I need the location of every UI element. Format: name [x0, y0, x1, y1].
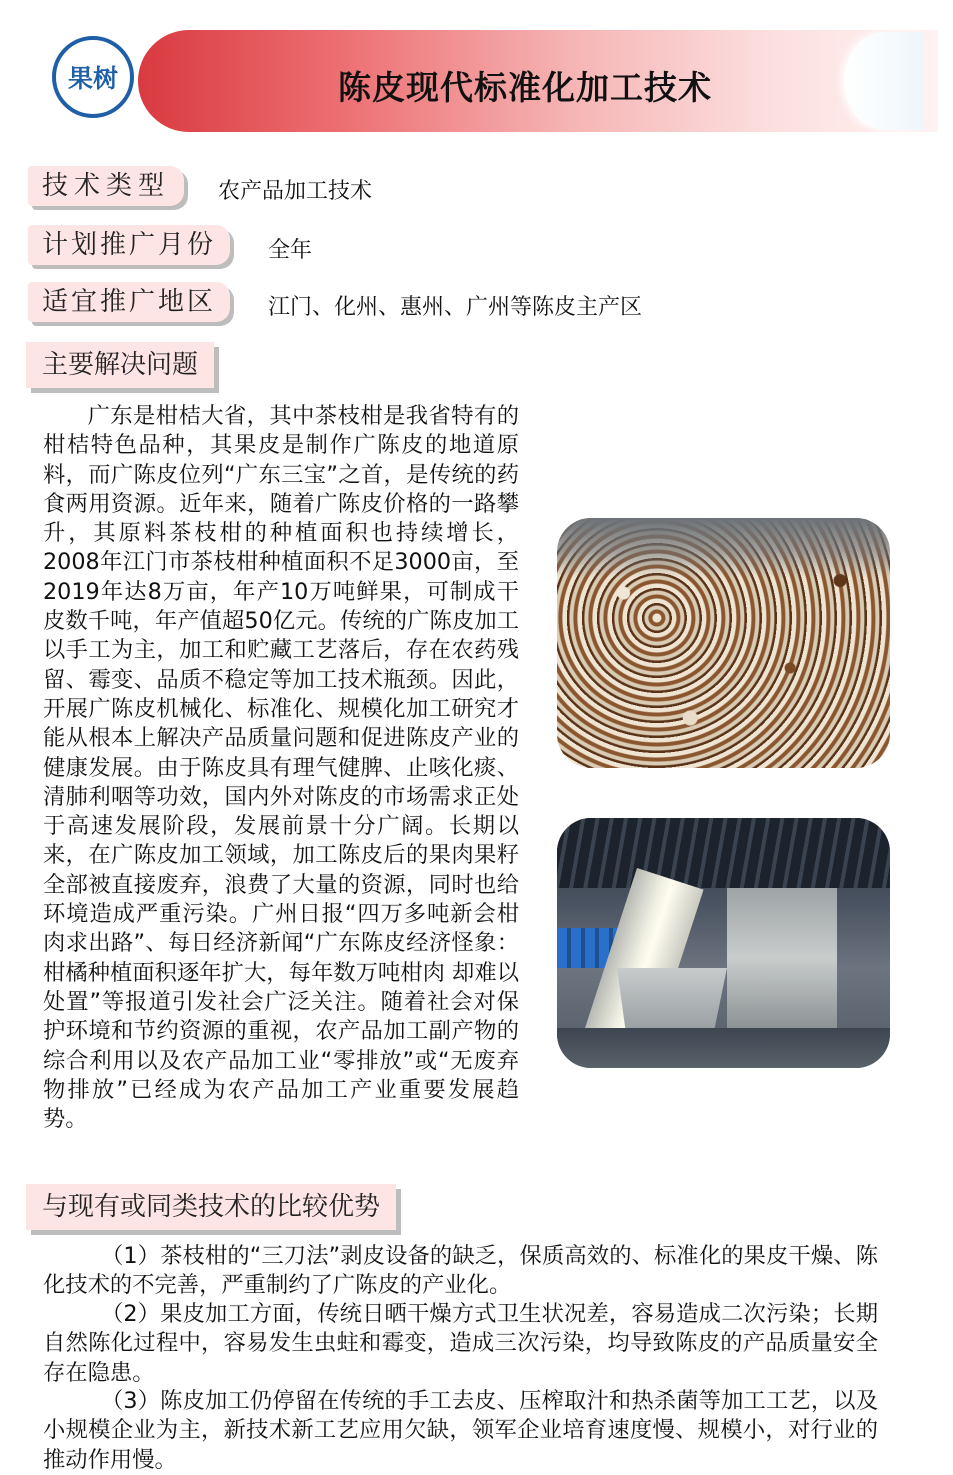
field-label-tech-type: 技术类型 [28, 166, 184, 206]
advantage-item-1: （1）茶枝柑的“三刀法”剥皮设备的缺乏，保质高效的、标准化的果皮干燥、陈化技术的不完善，严重制约了广陈皮的产业化。 [43, 1243, 878, 1299]
banner-end-cap [844, 32, 924, 130]
page-title: 陈皮现代标准化加工技术 [338, 68, 712, 107]
advantage-item-3: （3）陈皮加工仍停留在传统的手工去皮、压榨取汁和热杀菌等加工工艺，以及小规模企业为主，新技术新工艺应用欠缺，领军企业培育速度慢、规模小，对行业的推动作用慢。 [43, 1388, 878, 1473]
category-badge-label: 果树 [67, 64, 118, 93]
category-badge [52, 36, 134, 118]
advantage-item-2: （2）果皮加工方面，传统日晒干燥方式卫生状况差，容易造成二次污染；长期自然陈化过程中，容易发生虫蛀和霉变，造成三次污染，均导致陈皮的产品质量安全存在隐患。 [43, 1301, 878, 1386]
field-value-promotion-region: 江门、化州、惠州、广州等陈皮主产区 [268, 295, 643, 320]
processing-machine-photo [557, 818, 890, 1068]
field-value-tech-type: 农产品加工技术 [218, 179, 373, 204]
field-label-promotion-month: 计划推广月份 [28, 225, 230, 265]
problems-paragraph: 广东是柑桔大省，其中茶枝柑是我省特有的柑桔特色品种，其果皮是制作广陈皮的地道原料，而广陈皮位列“广东三宝”之首，是传统的药食两用资源。近年来，随着广陈皮价格的一路攀升，其原料茶枝柑的种植面积也持续增长，2008年江门市茶枝柑种植面积不足3000亩，至2019年达8万亩，年产10万吨鲜果，可制成干皮数千吨，年产值超50亿元。传统的广陈皮加工以手工为主，加工和贮藏工艺落后，存在农药残留、霉变、品质不稳定等加工技术瓶颈。因此，开展广陈皮机械化、标准化、规模化加工研究才能从根本上解决产品质量问题和促进陈皮产业的健康发展。由于陈皮具有理气健脾、止咳化痰、清肺利咽等功效，国内外对陈皮的市场需求正处于高速发展阶段，发展前景十分广阔。长期以来，在广陈皮加工领域，加工陈皮后的果肉果籽全部被直接废弃，浪费了大量的资源，同时也给环境造成严重污染。广州日报“四万多吨新会柑肉求出路”、每日经济新闻“广东陈皮经济怪象：柑橘种植面积逐年扩大，每年数万吨柑肉 却难以处置”等报道引发社会广泛关注。随着社会对保护环境和节约资源的重视，农产品加工副产物的综合利用以及农产品加工业“零排放”或“无废弃物排放”已经成为农产品加工产业重要发展趋势。 [43, 403, 519, 1133]
field-label-promotion-region: 适宜推广地区 [28, 282, 230, 322]
dried-peel-photo [557, 518, 890, 768]
section-heading-problems: 主要解决问题 [26, 342, 214, 388]
section-heading-advantages: 与现有或同类技术的比较优势 [26, 1184, 396, 1230]
field-value-promotion-month: 全年 [268, 238, 313, 263]
